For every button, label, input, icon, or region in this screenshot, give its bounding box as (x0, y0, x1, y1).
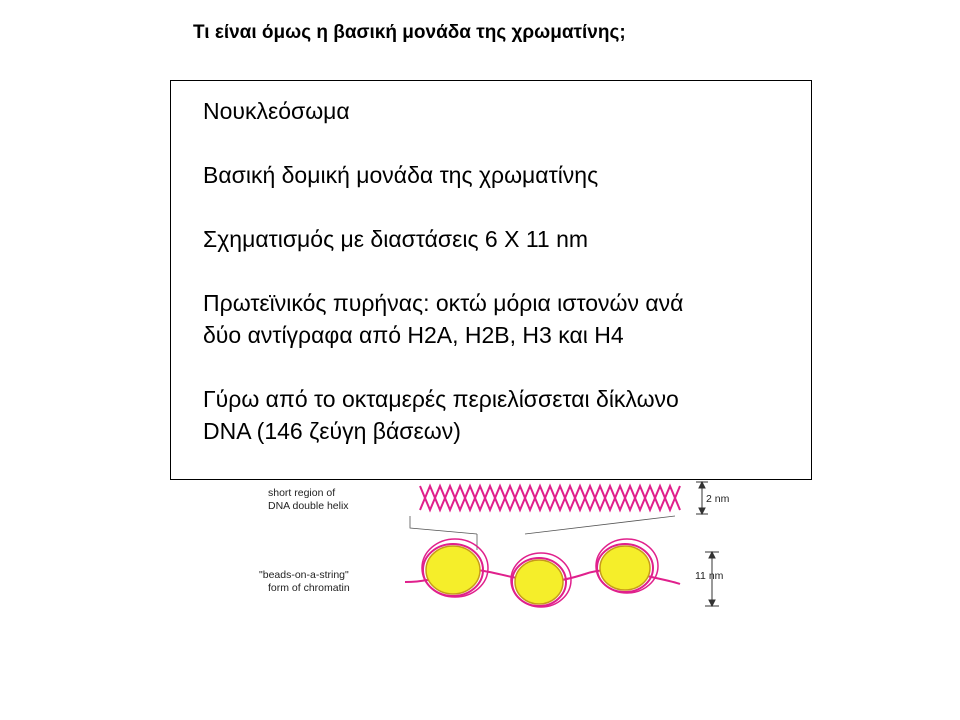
bullet-protein-core-line1: Πρωτεϊνικός πυρήνας: οκτώ μόρια ιστονών ανά (203, 290, 684, 316)
bullet-dimensions: Σχηματισμός με διαστάσεις 6 Χ 11 nm (203, 226, 589, 252)
nucleosome-bead-3 (596, 539, 658, 593)
bullet-basic-unit: Βασική δομική μονάδα της χρωματίνης (203, 162, 599, 188)
nucleosome-figure (255, 478, 755, 608)
bullet-nucleosome: Νουκλεόσωμα (203, 98, 350, 124)
label-dna-line2: DNA double helix (268, 500, 349, 512)
bullet-protein-core-line2: δύο αντίγραφα από Η2Α, Η2Β, Η3 και Η4 (203, 322, 624, 348)
label-beads-line2: form of chromatin (268, 582, 350, 594)
nucleosome-bead-2 (511, 553, 571, 607)
content-box (170, 80, 812, 480)
nucleosome-bead-1 (422, 539, 488, 597)
label-2nm: 2 nm (706, 493, 730, 505)
bullet-dna-wrap-line1: Γύρω από το οκταμερές περιελίσσεται δίκλωνο (203, 386, 679, 412)
label-beads-line1: "beads-on-a-string" (259, 569, 349, 581)
dna-double-helix (420, 486, 680, 510)
bullet-dna-wrap-line2: DNA (146 ζεύγη βάσεων) (203, 418, 461, 444)
label-dna-line1: short region of (268, 487, 336, 499)
slide-title: Τι είναι όμως η βασική μονάδα της χρωματίνης; (193, 22, 626, 43)
label-11nm: 11 nm (695, 570, 724, 582)
